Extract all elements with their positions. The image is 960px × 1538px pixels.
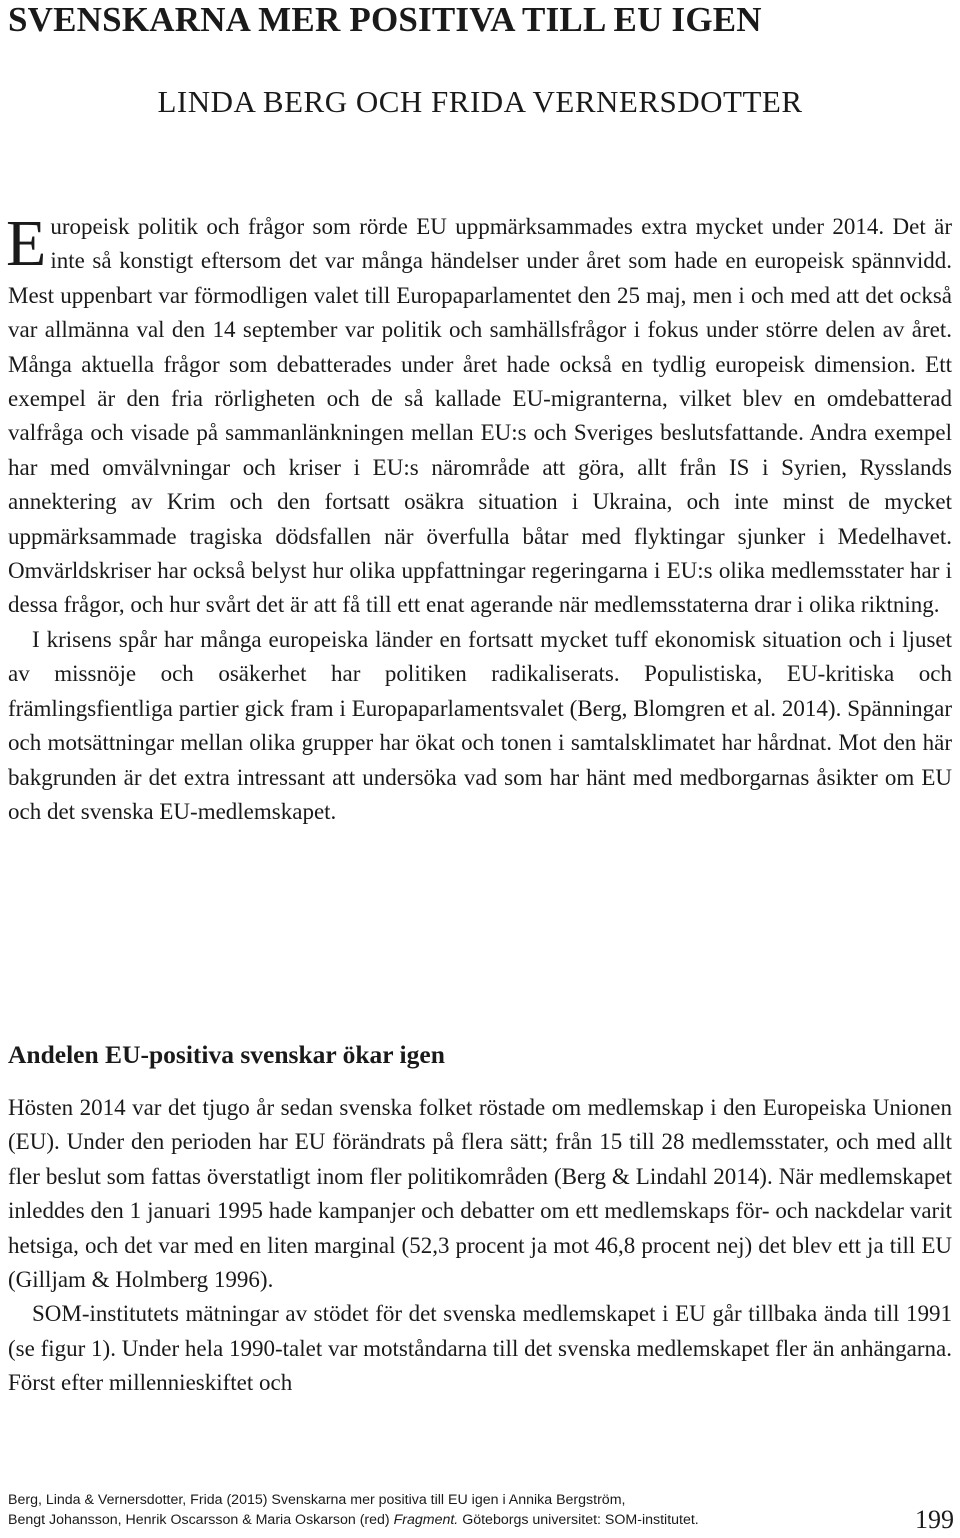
section-heading: Andelen EU-positiva svenskar ökar igen	[8, 1040, 445, 1069]
intro-paragraph-1-text: uropeisk politik och frågor som rörde EU uppmärksammades extra mycket under 2014. Det är inte så konstigt eftersom det var många händelser under året som hade en europeisk spännvidd. Mest uppenbart var förmodligen valet till Europaparlamentet den 25 maj, men i och med att det också var allmänna val den 14 september var politik och samhällsfrågor i fokus under större delen av året. Många aktuella frågor som debatterades under året hade också en tydlig europeisk dimension. Ett exempel är den fria rörligheten och de så kallade EU-migranterna, vilket blev en omdebatterad valfråga och visade på sammanlänkningen mellan EU:s och Sveriges beslutsfattande. Andra exempel har med omvälvningar och kriser i EU:s närområde att göra, allt från IS i Syrien, Rysslands annektering av Krim och den fortsatt osäkra situation i Ukraina, och inte minst de mycket uppmärksammade tragiska dödsfallen när överfulla båtar med flyktingar sjunker i Medelhavet. Omvärldskriser har också belyst hur olika uppfattningar regeringarna i EU:s olika medlemsstater har i dessa frågor, och hur svårt det är att få till ett enat agerande när medlemsstaterna drar i olika riktning.	[8, 214, 952, 618]
section-paragraph-1: Hösten 2014 var det tjugo år sedan svenska folket röstade om medlemskap i den Europeiska Unionen (EU). Under den perioden har EU förändrats på flera sätt; från 15 till 28 medlemsstater, och med allt fler beslut som fattas överstatligt inom fler politikområden (Berg & Lindahl 2014). När medlemskapet inleddes den 1 januari 1995 hade kampanjer och debatter om ett medlemskaps för- och nackdelar varit hetsiga, och det var med en liten marginal (52,3 procent ja mot 46,8 procent nej) det blev ett ja till EU (Gilljam & Holmberg 1996).	[8, 1095, 952, 1293]
citation-line-2	[8, 1510, 888, 1530]
citation-publisher: Göteborgs universitet: SOM-institutet.	[458, 1512, 699, 1528]
drop-cap: E	[6, 207, 47, 280]
intro-paragraph-1	[6, 207, 952, 623]
chapter-title: SVENSKARNA MER POSITIVA TILL EU IGEN	[8, 0, 762, 39]
citation-line-1: Berg, Linda & Vernersdotter, Frida (2015) Svenskarna mer positiva till EU igen i Annika Bergström,	[8, 1492, 626, 1508]
page-number: 199	[915, 1505, 954, 1534]
intro-text	[6, 207, 952, 829]
section-paragraph-2: SOM-institutets mätningar av stödet för det svenska medlemskapet i EU går tillbaka ända till 1991 (se figur 1). Under hela 1990-talet var motståndarna till det svenska medlemskapet fler än anhängarna. Först efter millennieskiftet och	[8, 1301, 952, 1396]
citation-book-title: Fragment.	[393, 1512, 459, 1528]
citation-footnote	[8, 1490, 888, 1530]
section-text	[8, 1091, 952, 1401]
intro-paragraph-2: I krisens spår har många europeiska länder en fortsatt mycket tuff ekonomisk situation och i ljuset av missnöje och osäkerhet har politiken radikaliserats. Populistiska, EU-kritiska och främlingsfientliga partier gick fram i Europaparlamentsvalet (Berg, Blomgren et al. 2014). Spänningar och motsättningar mellan olika grupper har ökat och tonen i samtalsklimatet har hårdnat. Mot den här bakgrunden är det extra intressant att undersöka vad som har hänt med medborgarnas åsikter om EU och det svenska EU-medlemskapet.	[8, 626, 952, 824]
citation-editors: Bengt Johansson, Henrik Oscarsson & Maria Oskarson (red)	[8, 1512, 394, 1528]
chapter-authors: LINDA BERG OCH FRIDA VERNERSDOTTER	[157, 84, 803, 119]
